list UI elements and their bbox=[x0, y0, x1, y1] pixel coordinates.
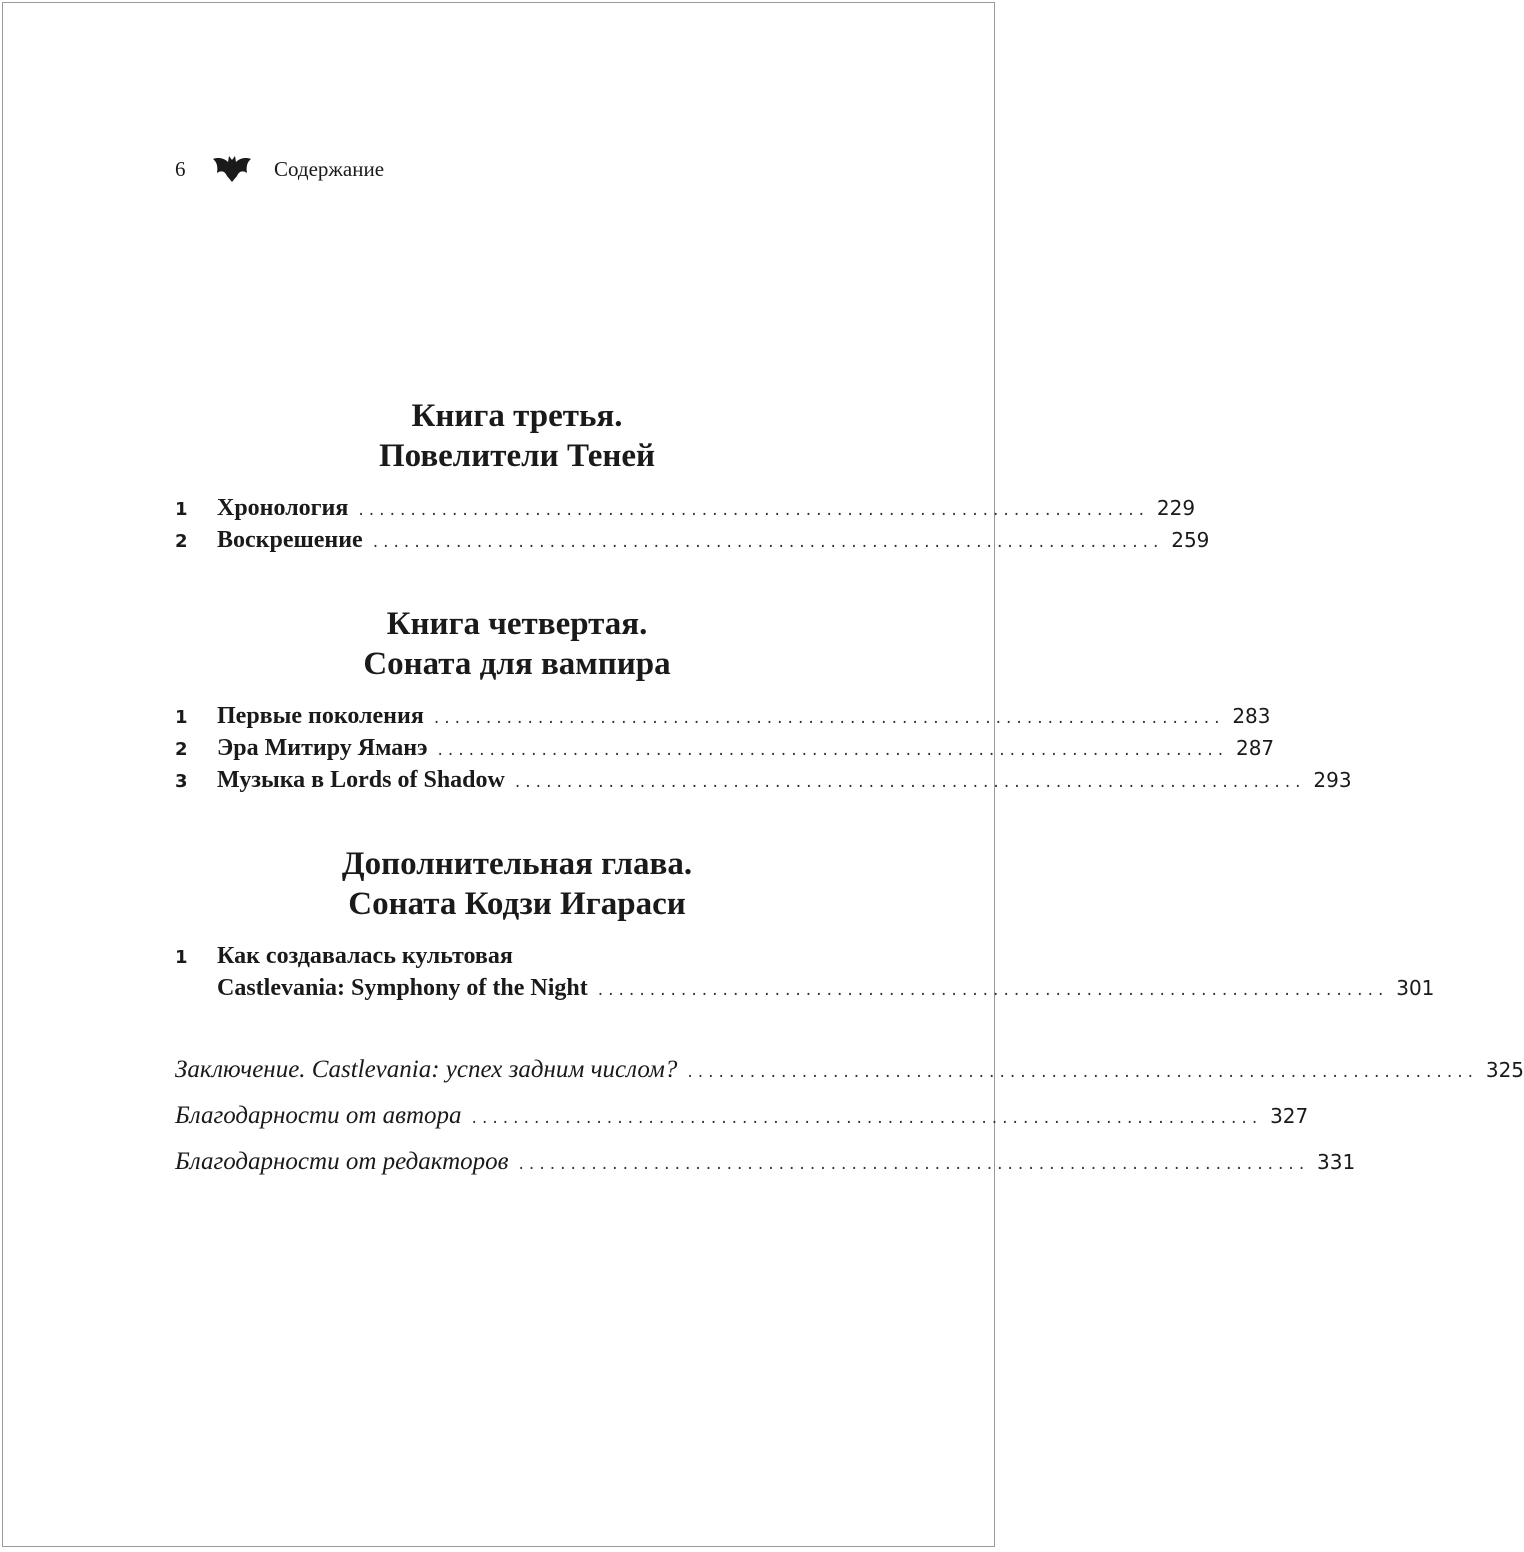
section-title: Содержание bbox=[274, 156, 385, 181]
page-ref: 293 bbox=[1313, 768, 1352, 792]
chapter-number: 1 bbox=[175, 499, 188, 520]
chapter-title: Воскрешение bbox=[217, 527, 363, 553]
dot-leader: ............................................................................ bbox=[514, 772, 1306, 792]
chapter-title: Первые поколения bbox=[217, 703, 424, 729]
page-ref: 259 bbox=[1171, 528, 1210, 552]
chapter-list bbox=[175, 940, 1435, 1004]
dot-leader: ............................................................................ bbox=[687, 1062, 1479, 1082]
dot-leader: ............................................................................ bbox=[471, 1108, 1263, 1128]
toc-entry[interactable] bbox=[175, 1050, 1524, 1096]
book-heading bbox=[174, 604, 860, 684]
chapter-number: 1 bbox=[175, 947, 188, 968]
book-heading-line: Соната для вампира bbox=[363, 646, 671, 682]
entry-title: Заключение. Castlevania: успех задним числом? bbox=[175, 1056, 678, 1083]
toc-entry[interactable] bbox=[175, 1096, 1309, 1142]
book-heading-line: Книга четвертая. bbox=[386, 606, 648, 642]
dot-leader: ............................................................................ bbox=[437, 740, 1229, 760]
page-ref: 229 bbox=[1156, 496, 1196, 520]
page-ref: 301 bbox=[1396, 976, 1435, 1000]
chapter-number: 2 bbox=[175, 531, 188, 552]
toc-entry[interactable] bbox=[175, 492, 1196, 524]
back-matter-list bbox=[175, 1050, 1524, 1188]
toc-entry[interactable] bbox=[175, 732, 1275, 764]
book-heading-line: Дополнительная глава. bbox=[341, 846, 693, 882]
page-ref: 325 bbox=[1485, 1058, 1524, 1082]
chapter-title: Эра Митиру Яманэ bbox=[217, 735, 428, 761]
entry-title: Благодарности от автора bbox=[175, 1102, 462, 1129]
toc-entry[interactable] bbox=[175, 524, 1210, 556]
chapter-list bbox=[175, 700, 1352, 796]
book-heading-line: Соната Кодзи Игараси bbox=[348, 886, 686, 922]
toc-entry[interactable] bbox=[175, 700, 1271, 732]
toc-entry[interactable] bbox=[175, 940, 1435, 1004]
dot-leader: ............................................................................ bbox=[433, 708, 1225, 728]
toc-entry-second-line bbox=[175, 972, 1435, 1004]
dot-leader: ............................................................................ bbox=[358, 500, 1150, 520]
toc-entry-first-line bbox=[175, 940, 860, 972]
running-header bbox=[175, 152, 384, 186]
chapter-title: Музыка в Lords of Shadow bbox=[217, 767, 505, 793]
chapter-title: Хронология bbox=[217, 495, 349, 521]
toc-entry[interactable] bbox=[175, 764, 1352, 796]
book-heading-line: Книга третья. bbox=[411, 398, 623, 434]
page-ref: 283 bbox=[1232, 704, 1271, 728]
entry-title: Благодарности от редакторов bbox=[175, 1148, 509, 1175]
toc-entry[interactable] bbox=[175, 1142, 1356, 1188]
chapter-title: Как создавалась культовая bbox=[217, 943, 513, 969]
book-heading-line: Повелители Теней bbox=[378, 438, 656, 474]
page-ref: 287 bbox=[1235, 736, 1275, 760]
chapter-number: 1 bbox=[175, 707, 188, 728]
page-number: 6 bbox=[175, 156, 186, 181]
page-ref: 327 bbox=[1270, 1104, 1309, 1128]
chapter-number: 2 bbox=[175, 739, 188, 760]
dot-leader: ............................................................................ bbox=[597, 980, 1389, 1000]
bat-icon bbox=[212, 154, 252, 184]
dot-leader: ............................................................................ bbox=[518, 1154, 1310, 1174]
chapter-title-continued: Castlevania: Symphony of the Night bbox=[217, 975, 588, 1001]
page-ref: 331 bbox=[1317, 1150, 1356, 1174]
chapter-number: 3 bbox=[175, 771, 188, 792]
dot-leader: ............................................................................ bbox=[372, 532, 1164, 552]
chapter-list bbox=[175, 492, 1210, 556]
book-heading bbox=[174, 844, 860, 924]
book-heading bbox=[174, 396, 860, 476]
